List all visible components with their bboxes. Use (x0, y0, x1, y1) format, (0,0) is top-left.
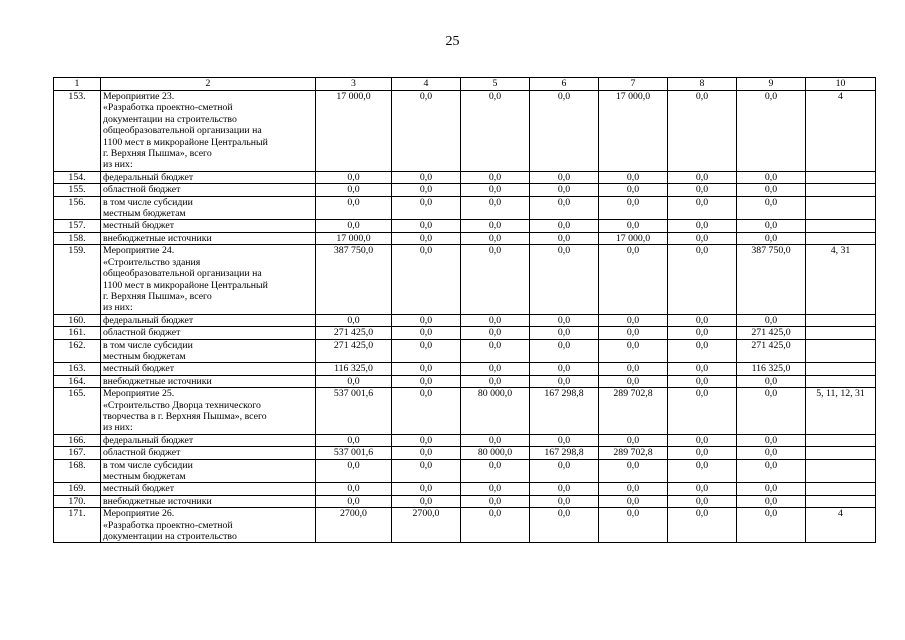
value-cell: 0,0 (530, 196, 599, 220)
value-cell: 0,0 (737, 314, 806, 326)
table-row (54, 495, 876, 507)
row-name: в том числе субсидии местным бюджетам (101, 459, 316, 483)
value-cell: 0,0 (316, 483, 392, 495)
value-cell: 0,0 (392, 220, 461, 232)
row-number: 155. (54, 184, 101, 196)
value-cell: 0,0 (392, 232, 461, 244)
row-name: внебюджетные источники (101, 375, 316, 387)
row-name: Мероприятие 26. «Разработка проектно-сметной документации на строительство (101, 508, 316, 543)
value-cell: 0,0 (668, 495, 737, 507)
row-name: в том числе субсидии местным бюджетам (101, 339, 316, 363)
value-cell: 0,0 (461, 459, 530, 483)
value-cell: 0,0 (737, 508, 806, 543)
reference-cell (806, 375, 876, 387)
row-number: 162. (54, 339, 101, 363)
value-cell: 0,0 (530, 232, 599, 244)
reference-cell (806, 220, 876, 232)
row-name: областной бюджет (101, 327, 316, 339)
value-cell: 0,0 (737, 434, 806, 446)
value-cell: 0,0 (599, 375, 668, 387)
value-cell: 80 000,0 (461, 388, 530, 435)
value-cell: 0,0 (737, 220, 806, 232)
value-cell: 0,0 (530, 184, 599, 196)
value-cell: 0,0 (599, 327, 668, 339)
value-cell: 0,0 (599, 495, 668, 507)
table-row (54, 447, 876, 459)
value-cell: 0,0 (392, 339, 461, 363)
value-cell: 0,0 (461, 339, 530, 363)
value-cell: 0,0 (737, 495, 806, 507)
row-number: 168. (54, 459, 101, 483)
value-cell: 0,0 (461, 434, 530, 446)
value-cell: 0,0 (530, 220, 599, 232)
row-name: в том числе субсидии местным бюджетам (101, 196, 316, 220)
value-cell: 0,0 (668, 232, 737, 244)
column-number: 8 (668, 78, 737, 91)
value-cell: 0,0 (461, 232, 530, 244)
value-cell: 0,0 (316, 434, 392, 446)
value-cell: 0,0 (599, 363, 668, 375)
value-cell: 0,0 (316, 314, 392, 326)
value-cell: 0,0 (461, 508, 530, 543)
value-cell: 0,0 (668, 508, 737, 543)
value-cell: 0,0 (461, 375, 530, 387)
row-number: 171. (54, 508, 101, 543)
value-cell: 0,0 (668, 171, 737, 183)
value-cell: 167 298,8 (530, 447, 599, 459)
row-number: 153. (54, 91, 101, 172)
value-cell: 271 425,0 (316, 339, 392, 363)
value-cell: 2700,0 (392, 508, 461, 543)
value-cell: 0,0 (461, 495, 530, 507)
value-cell: 0,0 (599, 171, 668, 183)
row-name: Мероприятие 25. «Строительство Дворца технического творчества в г. Верхняя Пышма», всего из них: (101, 388, 316, 435)
value-cell: 0,0 (530, 363, 599, 375)
table-row (54, 220, 876, 232)
value-cell: 0,0 (392, 447, 461, 459)
value-cell: 0,0 (530, 459, 599, 483)
reference-cell: 5, 11, 12, 31 (806, 388, 876, 435)
value-cell: 0,0 (599, 434, 668, 446)
reference-cell (806, 196, 876, 220)
value-cell: 0,0 (737, 196, 806, 220)
budget-table (53, 77, 876, 543)
value-cell: 0,0 (316, 375, 392, 387)
row-number: 157. (54, 220, 101, 232)
value-cell: 0,0 (599, 508, 668, 543)
row-name: федеральный бюджет (101, 171, 316, 183)
column-number: 6 (530, 78, 599, 91)
value-cell: 80 000,0 (461, 447, 530, 459)
value-cell: 0,0 (461, 314, 530, 326)
value-cell: 0,0 (599, 459, 668, 483)
row-name: местный бюджет (101, 220, 316, 232)
reference-cell (806, 363, 876, 375)
table-row (54, 434, 876, 446)
value-cell: 0,0 (737, 91, 806, 172)
value-cell: 0,0 (392, 184, 461, 196)
value-cell: 0,0 (668, 314, 737, 326)
table-row (54, 91, 876, 172)
row-number: 163. (54, 363, 101, 375)
value-cell: 0,0 (668, 447, 737, 459)
table-row (54, 232, 876, 244)
value-cell: 167 298,8 (530, 388, 599, 435)
value-cell: 0,0 (392, 495, 461, 507)
table-row (54, 459, 876, 483)
row-name: федеральный бюджет (101, 314, 316, 326)
value-cell: 271 425,0 (737, 327, 806, 339)
value-cell: 0,0 (599, 245, 668, 314)
column-number: 3 (316, 78, 392, 91)
value-cell: 0,0 (599, 196, 668, 220)
reference-cell (806, 171, 876, 183)
reference-cell (806, 447, 876, 459)
value-cell: 0,0 (668, 388, 737, 435)
value-cell: 289 702,8 (599, 447, 668, 459)
reference-cell (806, 327, 876, 339)
value-cell: 0,0 (392, 327, 461, 339)
value-cell: 0,0 (530, 339, 599, 363)
value-cell: 0,0 (530, 508, 599, 543)
value-cell: 116 325,0 (316, 363, 392, 375)
table-row (54, 483, 876, 495)
value-cell: 0,0 (737, 171, 806, 183)
value-cell: 0,0 (530, 495, 599, 507)
value-cell: 0,0 (737, 232, 806, 244)
value-cell: 0,0 (316, 495, 392, 507)
value-cell: 0,0 (392, 434, 461, 446)
reference-cell (806, 434, 876, 446)
value-cell: 0,0 (668, 220, 737, 232)
value-cell: 0,0 (461, 196, 530, 220)
row-name: областной бюджет (101, 184, 316, 196)
reference-cell (806, 483, 876, 495)
value-cell: 0,0 (392, 196, 461, 220)
page-number: 25 (445, 34, 460, 49)
value-cell: 0,0 (461, 171, 530, 183)
table-row (54, 375, 876, 387)
value-cell: 17 000,0 (599, 91, 668, 172)
reference-cell (806, 495, 876, 507)
value-cell: 0,0 (530, 483, 599, 495)
value-cell: 0,0 (530, 91, 599, 172)
row-name: Мероприятие 23. «Разработка проектно-сметной документации на строительство общеобразовательной организации на 1100 мест в микрорайоне Центральный г. Верхняя Пышма», всего из них: (101, 91, 316, 172)
row-number: 158. (54, 232, 101, 244)
column-number: 7 (599, 78, 668, 91)
table-row (54, 363, 876, 375)
value-cell: 387 750,0 (737, 245, 806, 314)
table-row (54, 339, 876, 363)
value-cell: 0,0 (599, 483, 668, 495)
value-cell: 0,0 (392, 363, 461, 375)
table-row (54, 508, 876, 543)
value-cell: 0,0 (737, 459, 806, 483)
value-cell: 0,0 (530, 171, 599, 183)
value-cell: 387 750,0 (316, 245, 392, 314)
value-cell: 537 001,6 (316, 388, 392, 435)
row-number: 160. (54, 314, 101, 326)
value-cell: 0,0 (461, 245, 530, 314)
value-cell: 0,0 (461, 91, 530, 172)
row-name: внебюджетные источники (101, 232, 316, 244)
row-number: 159. (54, 245, 101, 314)
row-number: 169. (54, 483, 101, 495)
column-number: 9 (737, 78, 806, 91)
table-row (54, 184, 876, 196)
value-cell: 0,0 (530, 327, 599, 339)
row-number: 154. (54, 171, 101, 183)
value-cell: 0,0 (737, 388, 806, 435)
value-cell: 0,0 (668, 339, 737, 363)
value-cell: 0,0 (461, 363, 530, 375)
value-cell: 0,0 (316, 459, 392, 483)
reference-cell (806, 339, 876, 363)
value-cell: 0,0 (668, 327, 737, 339)
value-cell: 0,0 (668, 434, 737, 446)
value-cell: 0,0 (530, 375, 599, 387)
row-name: федеральный бюджет (101, 434, 316, 446)
value-cell: 0,0 (599, 339, 668, 363)
value-cell: 537 001,6 (316, 447, 392, 459)
row-name: внебюджетные источники (101, 495, 316, 507)
value-cell: 0,0 (461, 220, 530, 232)
row-number: 170. (54, 495, 101, 507)
value-cell: 17 000,0 (599, 232, 668, 244)
value-cell: 0,0 (668, 245, 737, 314)
row-name: местный бюджет (101, 363, 316, 375)
row-number: 166. (54, 434, 101, 446)
reference-cell (806, 459, 876, 483)
row-name: местный бюджет (101, 483, 316, 495)
value-cell: 0,0 (392, 171, 461, 183)
reference-cell: 4 (806, 91, 876, 172)
value-cell: 271 425,0 (316, 327, 392, 339)
column-number: 1 (54, 78, 101, 91)
value-cell: 271 425,0 (737, 339, 806, 363)
table-row (54, 314, 876, 326)
row-name: Мероприятие 24. «Строительство здания общеобразовательной организации на 1100 мест в микрорайоне Центральный г. Верхняя Пышма», всего из них: (101, 245, 316, 314)
column-number: 2 (101, 78, 316, 91)
table-row (54, 245, 876, 314)
reference-cell (806, 314, 876, 326)
value-cell: 0,0 (392, 459, 461, 483)
column-number-row (54, 78, 876, 91)
value-cell: 0,0 (668, 184, 737, 196)
value-cell: 0,0 (668, 459, 737, 483)
value-cell: 289 702,8 (599, 388, 668, 435)
value-cell: 0,0 (599, 220, 668, 232)
value-cell: 0,0 (461, 483, 530, 495)
value-cell: 0,0 (530, 314, 599, 326)
column-number: 5 (461, 78, 530, 91)
value-cell: 0,0 (392, 91, 461, 172)
column-number: 10 (806, 78, 876, 91)
reference-cell: 4 (806, 508, 876, 543)
value-cell: 0,0 (461, 327, 530, 339)
value-cell: 0,0 (737, 483, 806, 495)
table-row (54, 388, 876, 435)
reference-cell (806, 232, 876, 244)
value-cell: 0,0 (316, 220, 392, 232)
value-cell: 0,0 (737, 375, 806, 387)
value-cell: 0,0 (392, 245, 461, 314)
value-cell: 17 000,0 (316, 232, 392, 244)
table-row (54, 171, 876, 183)
row-number: 161. (54, 327, 101, 339)
value-cell: 17 000,0 (316, 91, 392, 172)
table-row (54, 196, 876, 220)
value-cell: 0,0 (461, 184, 530, 196)
value-cell: 0,0 (392, 483, 461, 495)
row-number: 164. (54, 375, 101, 387)
value-cell: 0,0 (668, 483, 737, 495)
value-cell: 0,0 (316, 184, 392, 196)
value-cell: 2700,0 (316, 508, 392, 543)
value-cell: 0,0 (668, 375, 737, 387)
row-name: областной бюджет (101, 447, 316, 459)
table-row (54, 327, 876, 339)
value-cell: 0,0 (668, 91, 737, 172)
value-cell: 0,0 (668, 196, 737, 220)
value-cell: 0,0 (599, 314, 668, 326)
row-number: 156. (54, 196, 101, 220)
value-cell: 0,0 (316, 171, 392, 183)
row-number: 165. (54, 388, 101, 435)
value-cell: 0,0 (392, 375, 461, 387)
value-cell: 0,0 (530, 245, 599, 314)
row-number: 167. (54, 447, 101, 459)
reference-cell (806, 184, 876, 196)
value-cell: 0,0 (316, 196, 392, 220)
value-cell: 0,0 (530, 434, 599, 446)
reference-cell: 4, 31 (806, 245, 876, 314)
column-number: 4 (392, 78, 461, 91)
value-cell: 0,0 (392, 314, 461, 326)
value-cell: 0,0 (737, 447, 806, 459)
value-cell: 0,0 (392, 388, 461, 435)
value-cell: 0,0 (737, 184, 806, 196)
value-cell: 0,0 (668, 363, 737, 375)
value-cell: 0,0 (599, 184, 668, 196)
value-cell: 116 325,0 (737, 363, 806, 375)
